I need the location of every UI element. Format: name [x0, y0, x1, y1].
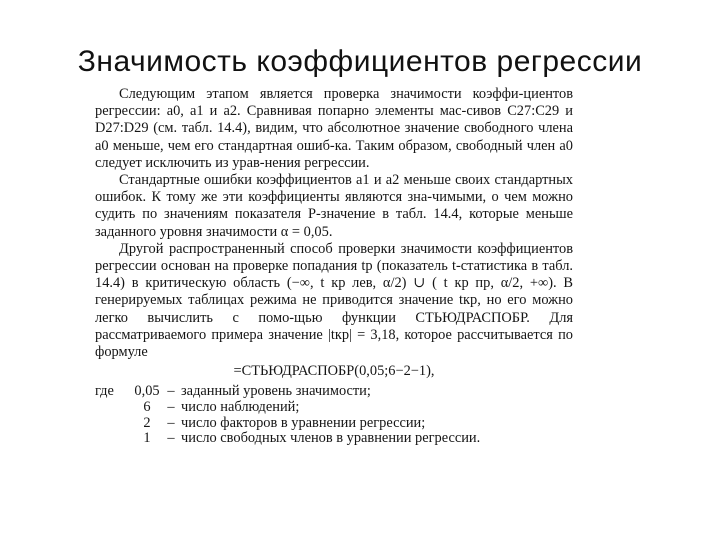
legend-description: число факторов в уравнении регрессии;: [181, 414, 426, 431]
legend-dash: –: [167, 399, 175, 416]
legend-value: 1: [143, 430, 151, 447]
legend-dash: –: [167, 383, 175, 400]
legend-lead: [95, 431, 133, 447]
legend-dash: –: [167, 414, 175, 431]
legend-description: число наблюдений;: [181, 399, 300, 416]
legend-description: число свободных членов в уравнении регрессии.: [181, 430, 481, 447]
legend-value: 0,05: [134, 383, 160, 400]
legend-dash: –: [167, 430, 175, 447]
legend-value: 2: [143, 414, 151, 431]
legend-value: 6: [143, 399, 151, 416]
legend-row: [95, 384, 573, 400]
slide-title: Значимость коэффициентов регрессии: [77, 45, 643, 78]
scanned-text-page: [95, 86, 573, 447]
paragraph-standard-errors: Стандартные ошибки коэффициентов a1 и a2 меньше своих стандартных ошибок. К тому же эти коэффициенты являются зна-чимыми, о чем можно судить по значениям показателя P-значение в табл. 14.4, которые меньше заданного уровня значимости α = 0,05.: [95, 172, 573, 240]
paragraph-coefficient-check: Следующим этапом является проверка значимости коэффи-циентов регрессии: a0, a1 и a2. Сравнивая попарно элементы мас-сивов C27:C29 и D27:D29 (см. табл. 14.4), видим, что абсолютное значение свободного члена a0 меньше, чем его стандартная ошиб-ка. Таким образом, свободный член a0 следует исключить из урав-нения регрессии.: [95, 86, 573, 171]
legend-row: [95, 416, 573, 432]
legend-row: [95, 431, 573, 447]
parameter-legend: [95, 384, 573, 446]
legend-lead: [95, 400, 133, 416]
legend-description: заданный уровень значимости;: [181, 383, 371, 400]
formula-line: =СТЬЮДРАСПОБР(0,05;6−2−1),: [233, 363, 435, 380]
legend-lead: где: [95, 383, 114, 400]
paragraph-critical-region: Другой распространенный способ проверки значимости коэффициентов регрессии основан на проверке попадания tp (показатель t-статистика в табл. 14.4) в критическую область (−∞, t кр лев, α/2) ∪ ( t кр пр, α/2, +∞). В генерируемых таблицах режима не приводится значение tкр, но его можно легко вычислить с помо-щью функции СТЬЮДРАСПОБР. Для рассматриваемого примера значение |tкр| = 3,18, которое рассчитывается по формуле: [95, 240, 573, 361]
legend-row: [95, 400, 573, 416]
legend-lead: [95, 416, 133, 432]
